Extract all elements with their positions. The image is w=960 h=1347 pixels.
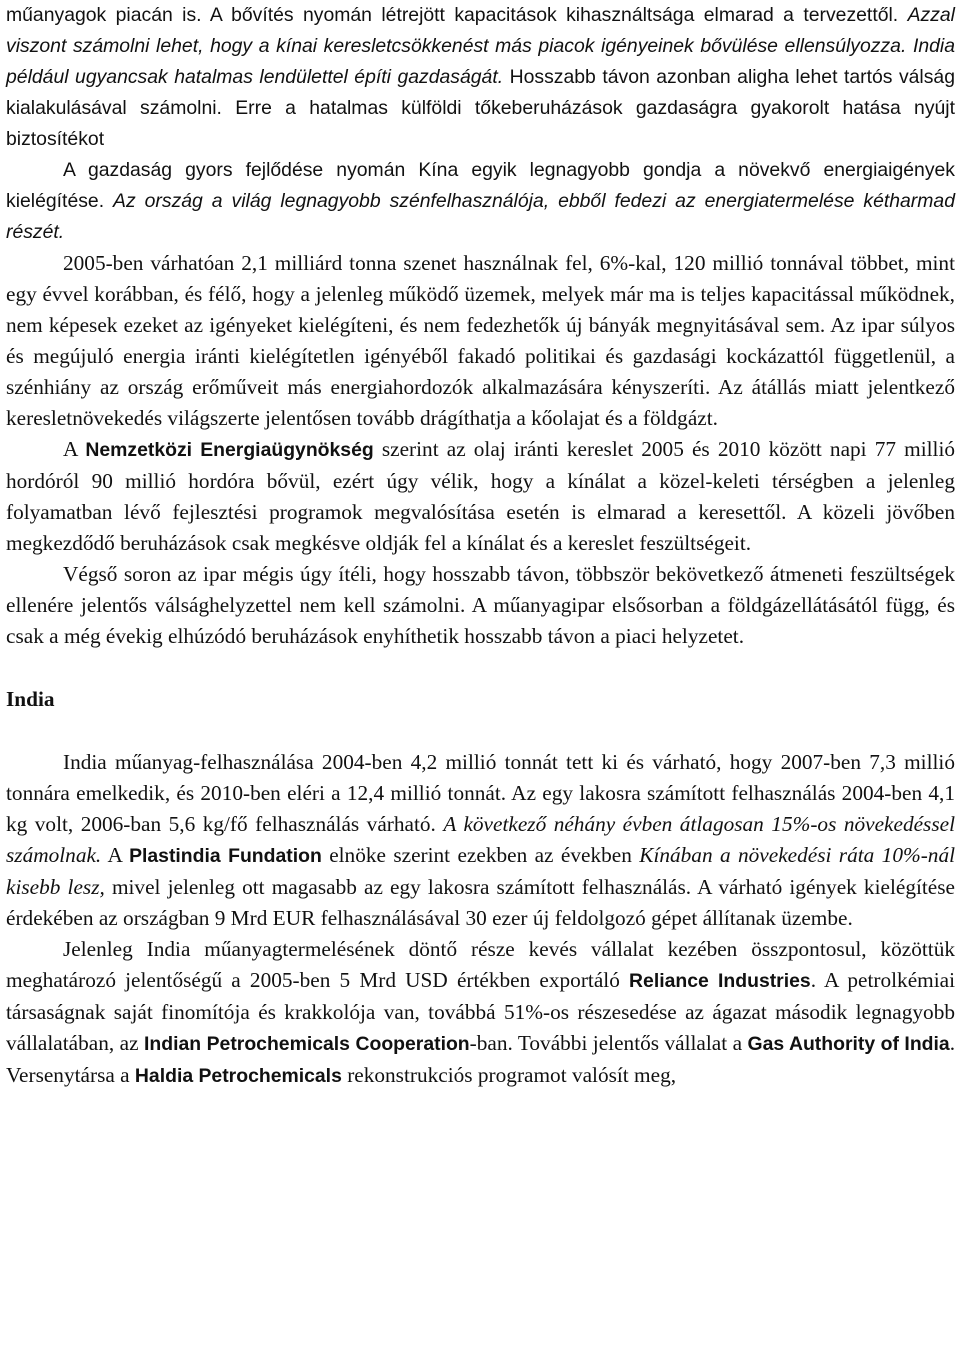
organization-name: Reliance Industries [629,970,811,992]
organization-name: Haldia Petrochemicals [134,1065,342,1087]
organization-name: Gas Authority of India [747,1033,950,1055]
paragraph-3 [6,248,955,434]
paragraph-6 [6,747,955,934]
text-segment: . Versenytársa a [6,1031,956,1087]
organization-name: Indian Petrochemicals Cooperation [144,1033,470,1055]
organization-name: Nemzetközi Energiaügynökség [85,439,374,461]
paragraph-4 [6,434,955,559]
text-segment: Az ipar súlyos és megújuló energia iránti kielégítetlen igényéből fakadó politikai és gazdasági kockázattól függetlenül, a szénhiány az ország erőműveit más energiahordozók alkalmazására kényszeríti. Az átállás miatt jelentkező keresletnövekedés világszerte jelentősen tovább drágíthatja a kőolajat és a földgázt. [6,313,956,430]
text-segment: India műanyag-felhasználása 2004-ben 4,2 millió tonnát tett ki és várható, hogy 2007-ben 7,3 millió tonnára emelkedik, és 2010-ben eléri a 12,4 millió tonnát. Az egy lakosra számított felhasználás 2004-ben 4,1 kg volt, 2006-ban 5,6 kg/fő felhasználás várható. [6,750,955,836]
organization-name: Plastindia Fundation [129,845,322,867]
paragraph-1 [6,0,955,155]
text-segment: mivel jelenleg ott magasabb az egy lakosra számított felhasználás. A várható igények kielégítése érdekében az országban 9 Mrd EUR felhasználásával 30 ezer új feldolgozó gépet állítanak üzembe. [6,875,955,930]
section-heading: India [6,687,55,711]
text-segment: -ban. További jelentős vállalat a [469,1031,743,1055]
paragraph-5: Végső soron az ipar mégis úgy ítéli, hogy hosszabb távon, többször bekövetkező átmeneti feszültségek ellenére jelentős válsághelyzettel nem kell számolni. A műanyagipar elsősorban a földgázellátásától függ, és csak a még évekig elhúzódó beruházások enyhíthetik hosszabb távon a piaci helyzetet. [6,562,955,648]
text-segment: műanyagok piacán is. A bővítés nyomán létrejött kapacitások kihasználtsága elmarad a tervezettől. [6,4,899,26]
italic-segment: Az ország a világ legnagyobb szénfelhasználója, ebből fedezi az energiatermelése kétharmad részét. [6,190,955,243]
text-segment: A [107,843,122,867]
text-segment: Hosszabb távon azonban aligha lehet tartós válság kialakulásával számolni. Erre a hatalmas külföldi tőkeberuházások gazdaságra gyakorolt hatása nyújt biztosítékot [6,66,955,150]
text-segment: A [63,437,78,461]
text-segment: szerint az olaj iránti kereslet 2005 és 2010 között napi 77 millió hordóról 90 millió hordóra bővül, ezért úgy vélik, hogy a kínálat a közel-keleti térségben a jelenleg folyamatban lévő fejlesztési programok megvalósítása esetén is elmarad a keresettől. A közeli jövőben megkezdődő beruházások csak megkésve oldják fel a kínálat és a kereslet feszültségeit. [6,437,956,555]
text-segment: 2005-ben várhatóan 2,1 milliárd tonna szenet használnak fel, 6%-kal, 120 millió tonnával többet, mint egy évvel korábban, és félő, hogy a jelenleg működő üzemek, melyek már ma is teljes kapacitással működnek, nem képesek ezeket az igényeket kielégíteni, és nem fedezhetők új bányák megnyitásával sem. [6,251,955,337]
italic-segment: Kínában a növekedési ráta 10%-nál kisebb lesz, [6,843,956,899]
text-segment: Jelenleg India műanyagtermelésének döntő része kevés vállalat kezében összpontosul, közöttük meghatározó jelentőségű a 2005-ben 5 Mrd USD értékben exportáló [6,937,955,992]
text-segment: . A petrolkémiai társaságnak saját finomítója és krakkolója van, továbbá 51%-os részesedése az ágazat második legnagyobb vállalatában, az [6,968,956,1055]
text-segment: elnöke szerint ezekben az években [329,843,632,867]
italic-segment: Azzal viszont számolni lehet, hogy a kínai keresletcsökkenést más piacok igényeinek bővülése ellensúlyozza. India például ugyancsak hatalmas lendülettel építi gazdaságát. [6,4,955,88]
paragraph-2 [6,155,955,248]
text-segment: A gazdaság gyors fejlődése nyomán Kína egyik legnagyobb gondja a növekvő energiaigények kielégítése. [6,159,955,212]
paragraph-7 [6,934,955,1092]
text-segment: rekonstrukciós programot valósít meg, [347,1063,677,1087]
italic-segment: A következő néhány évben átlagosan 15%-os növekedéssel számolnak. [6,812,955,867]
